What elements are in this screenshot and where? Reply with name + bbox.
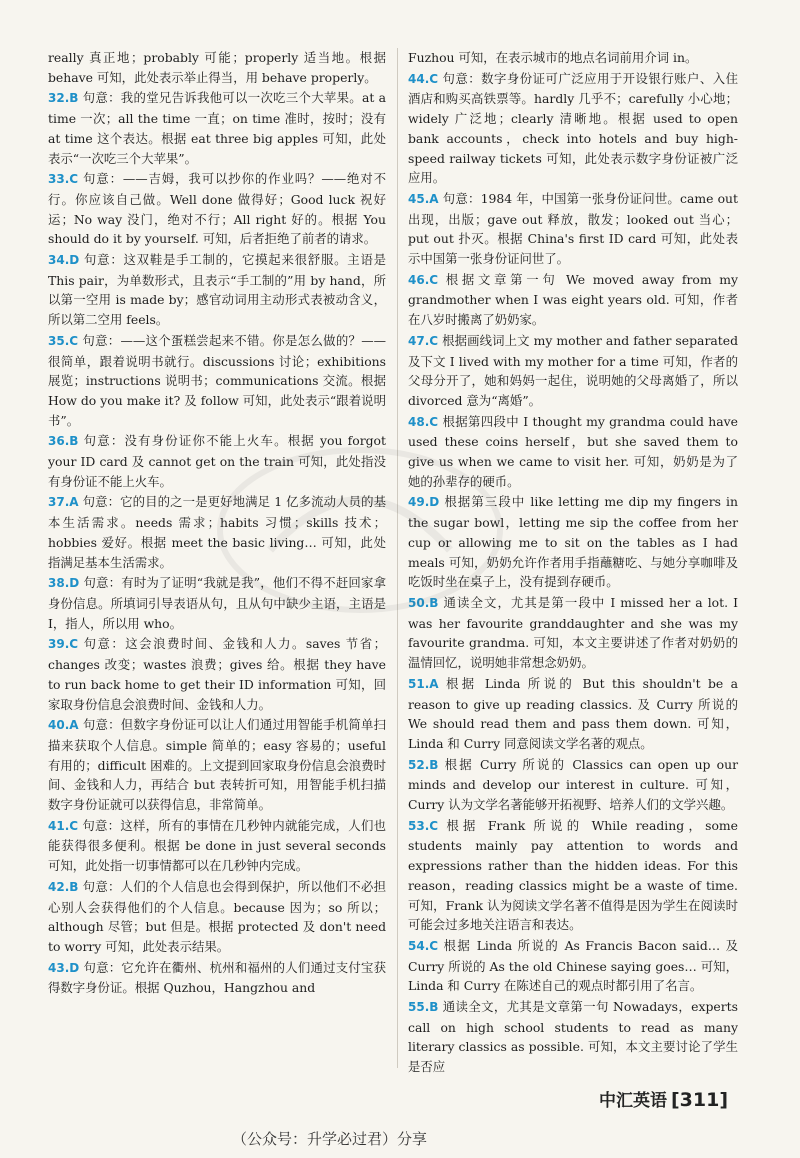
question-number: 43. [48, 960, 70, 975]
question-number: 55. [408, 1000, 430, 1015]
explanation-text: 通读全文，尤其是第一段中 I missed her a lot. I was her favourite granddaughter and she was my favourite grandma. 可知，本文主要讲述了作者对奶奶的温情回忆，说明她非常想念奶奶。 [408, 594, 738, 671]
question-number: 39. [48, 637, 70, 652]
left-column [48, 48, 386, 999]
question-number: 53. [408, 818, 430, 833]
answer-item [48, 492, 386, 572]
explanation-text: 句意：这样，所有的事情在几秒钟内就能完成，人们也能获得很多便利。根据 be done in just several seconds 可知，此处指一切事情都可以在几秒钟内完成。 [48, 817, 386, 874]
explanation-text: 根据 Linda 所说的 As Francis Bacon said… 及 Curry 所说的 As the old Chinese saying goes… 可知，Linda 和 Curry 在陈述自己的观点时都引用了名言。 [408, 937, 738, 994]
question-number: 48. [408, 414, 430, 429]
right-intro-text: Fuzhou 可知，在表示城市的地点名词前用介词 in。 [408, 50, 698, 65]
answer-item [408, 997, 738, 1077]
answer-letter: B [429, 1000, 439, 1015]
answer-item [48, 958, 386, 998]
explanation-text: 句意：——这个蛋糕尝起来不错。你是怎么做的？——很简单，跟着说明书就行。discussions 讨论；exhibitions 展览；instructions 说明书；communications 交流。根据 How do you make it? 及 follow 可知，此处表示“跟着说明书”。 [48, 332, 386, 428]
answer-item [48, 88, 386, 168]
question-number: 32. [48, 91, 70, 106]
answer-item [48, 331, 386, 431]
answer-item [48, 431, 386, 491]
answer-letter: C [429, 414, 439, 429]
question-number: 44. [408, 71, 430, 86]
right-answer-list [408, 69, 738, 1077]
answer-item [408, 331, 738, 411]
answer-letter: C [429, 818, 439, 833]
answer-item [408, 492, 738, 592]
answer-letter: C [69, 818, 79, 833]
answer-item [408, 816, 738, 935]
question-number: 33. [48, 172, 70, 187]
answer-item [408, 189, 738, 269]
left-intro-text: really 真正地；probably 可能；properly 适当地。根据 behave 可知，此处表示举止得当，用 behave properly。 [48, 50, 386, 85]
explanation-text: 句意：我的堂兄告诉我他可以一次吃三个大苹果。at a time 一次；all the time 一直；on time 准时，按时；没有 at time 这个表达。根据 eat three big apples 可知，此处表示“一次吃三个大苹果”。 [48, 90, 386, 166]
question-number: 45. [408, 191, 430, 206]
answer-letter: B [69, 879, 79, 894]
explanation-text: 根据第四段中 I thought my grandma could have used these coins herself，but she saved them to give us when we came to visit her. 可知，奶奶是为了她的孙辈存的硬币。 [408, 413, 738, 489]
question-number: 51. [408, 676, 430, 691]
answer-letter: C [69, 333, 79, 348]
column-divider [397, 48, 398, 1068]
question-number: 38. [48, 576, 70, 591]
answer-item [48, 634, 386, 714]
footer-brand [599, 1086, 728, 1111]
answer-item [48, 573, 386, 633]
right-column [408, 48, 738, 1078]
question-number: 35. [48, 333, 70, 348]
answer-letter: C [69, 637, 79, 652]
explanation-text: 根据文章第一句 We moved away from my grandmother when I was eight years old. 可知，作者在八岁时搬离了奶奶家。 [408, 271, 738, 328]
share-caption: （公众号：升学必过君）分享 [232, 1130, 428, 1148]
explanation-text: 句意：——吉姆，我可以抄你的作业吗？——绝对不行。你应该自己做。Well done 做得好；Good luck 祝好运；No way 没门，绝对不行；All right 好的。根据 You should do it by yourself. 可知，后者拒绝了前者的请求。 [48, 171, 386, 247]
answer-letter: A [69, 718, 79, 733]
answer-item [48, 816, 386, 876]
answer-letter: B [69, 434, 79, 449]
answer-item [408, 593, 738, 673]
question-number: 37. [48, 495, 70, 510]
answer-item [408, 270, 738, 330]
question-number: 49. [408, 495, 430, 510]
explanation-text: 根据 Frank 所说的 While reading，some students mainly pay attention to words and expressions rather than the hidden ideas. For this reason，reading classics might be a waste of time. 可知，Frank 认为阅读文学名著不值得是因为学生在阅读时可能会过多地关注语言和表达。 [408, 817, 738, 933]
answer-letter: A [429, 676, 439, 691]
answer-letter: C [69, 172, 79, 187]
explanation-text: 根据画线词上文 my mother and father separated 及下文 I lived with my mother for a time 可知，作者的父母分开了，她和妈妈一起住，说明她的父母离婚了，所以 divorced 意为“离婚”。 [408, 332, 738, 408]
explanation-text: 句意：它允许在衢州、杭州和福州的人们通过支付宝获得数字身份证。根据 Quzhou，Hangzhou and [48, 959, 386, 996]
question-number: 36. [48, 434, 70, 449]
explanation-text: 句意：这会浪费时间、金钱和人力。saves 节省；changes 改变；wastes 浪费；gives 给。根据 they have to run back home to get their ID information 可知，回家取身份信息会浪费时间、金钱和人力。 [48, 636, 386, 712]
left-answer-list [48, 88, 386, 998]
question-number: 41. [48, 818, 70, 833]
question-number: 42. [48, 879, 70, 894]
question-number: 34. [48, 253, 70, 268]
explanation-text: 句意：这双鞋是手工制的，它摸起来很舒服。主语是 This pair，为单数形式，且表示“手工制的”用 by hand，所以第一空用 is made by；感官动词用主动形式表被动含义，所以第二空用 feels。 [48, 252, 386, 328]
answer-letter: C [429, 333, 439, 348]
explanation-text: 句意：但数字身份证可以让人们通过用智能手机简单扫描来获取个人信息。simple 简单的；easy 容易的；useful 有用的；difficult 困难的。上文提到回家取身份信息会浪费时间、金钱和人力，再结合 but 表转折可知，用智能手机扫描数字身份证就可以获得信息，非常简单。 [48, 717, 386, 813]
answer-letter: C [429, 272, 439, 287]
answer-letter: D [69, 253, 80, 268]
explanation-text: 句意：1984 年，中国第一张身份证问世。came out 出现，出版；gave out 释放，散发；looked out 当心；put out 扑灭。根据 China's first ID card 可知，此处表示中国第一张身份证问世了。 [408, 190, 738, 267]
explanation-text: 句意：没有身份证你不能上火车。根据 you forgot your ID card 及 cannot get on the train 可知，此处指没有身份证不能上火车。 [48, 433, 386, 489]
explanation-text: 通读全文，尤其是文章第一句 Nowadays，experts call on high school students to read as many literary classics as possible. 可知，本文主要讨论了学生是否应 [408, 999, 738, 1075]
answer-letter: B [69, 91, 79, 106]
answer-letter: B [429, 757, 439, 772]
answer-item [48, 877, 386, 957]
explanation-text: 句意：有时为了证明“我就是我”，他们不得不赶回家拿身份信息。所填词引导表语从句，且从句中缺少主语，主语是 I，指人，所以用 who。 [48, 575, 386, 631]
answer-item [48, 715, 386, 815]
answer-letter: D [69, 576, 80, 591]
explanation-text: 句意：它的目的之一是更好地满足 1 亿多流动人员的基本生活需求。needs 需求；habits 习惯；skills 技术；hobbies 爱好。根据 meet the basic living… 可知，此处指满足基本生活需求。 [48, 494, 386, 570]
answer-letter: C [429, 938, 439, 953]
question-number: 50. [408, 595, 430, 610]
answer-item [408, 936, 738, 996]
answer-letter: D [429, 495, 440, 510]
answer-item [408, 755, 738, 815]
answer-letter: C [429, 71, 439, 86]
explanation-text: 句意：数字身份证可广泛应用于开设银行账户、入住酒店和购买高铁票等。hardly 几乎不；carefully 小心地；widely 广泛地；clearly 清晰地。根据 used to open bank accounts，check into hotels and buy high-speed railway tickets 可知，此处表示数字身份证被广泛应用。 [408, 70, 738, 186]
question-number: 52. [408, 757, 430, 772]
question-number: 54. [408, 938, 430, 953]
explanation-text: 句意：人们的个人信息也会得到保护，所以他们不必担心别人会获得他们的个人信息。because 因为；so 所以；although 尽管；but 但是。根据 protected 及 don't need to worry 可知，此处表示结果。 [48, 878, 386, 954]
answer-item [408, 69, 738, 188]
answer-letter: A [69, 495, 79, 510]
answer-letter: A [429, 191, 439, 206]
footer-brand-title: 中汇英语 [598, 1091, 667, 1111]
answer-item [408, 674, 738, 754]
explanation-text: 根据 Curry 所说的 Classics can open up our minds and develop our interest in culture. 可知，Curry 认为文学名著能够开拓视野、培养人们的文学兴趣。 [408, 756, 738, 813]
answer-item [48, 250, 386, 330]
explanation-text: 根据第三段中 like letting me dip my fingers in the sugar bowl，letting me sip the coffee from her cup or allowing me to sit on the tables as I had meals 可知，奶奶允许作者用手指蘸糖吃、与她分享咖啡及吃饭时坐在桌子上，没有提到存硬币。 [408, 494, 738, 590]
explanation-text: 根据 Linda 所说的 But this shouldn't be a reason to give up reading classics. 及 Curry 所说的 We should read them and pass them down. 可知，Linda 和 Curry 同意阅读文学名著的观点。 [408, 675, 738, 751]
answer-item [48, 169, 386, 249]
answer-item [408, 412, 738, 492]
answer-letter: D [69, 960, 80, 975]
page-number: [311] [670, 1089, 728, 1111]
question-number: 40. [48, 718, 70, 733]
question-number: 46. [408, 272, 430, 287]
question-number: 47. [408, 333, 430, 348]
answer-letter: B [429, 595, 439, 610]
